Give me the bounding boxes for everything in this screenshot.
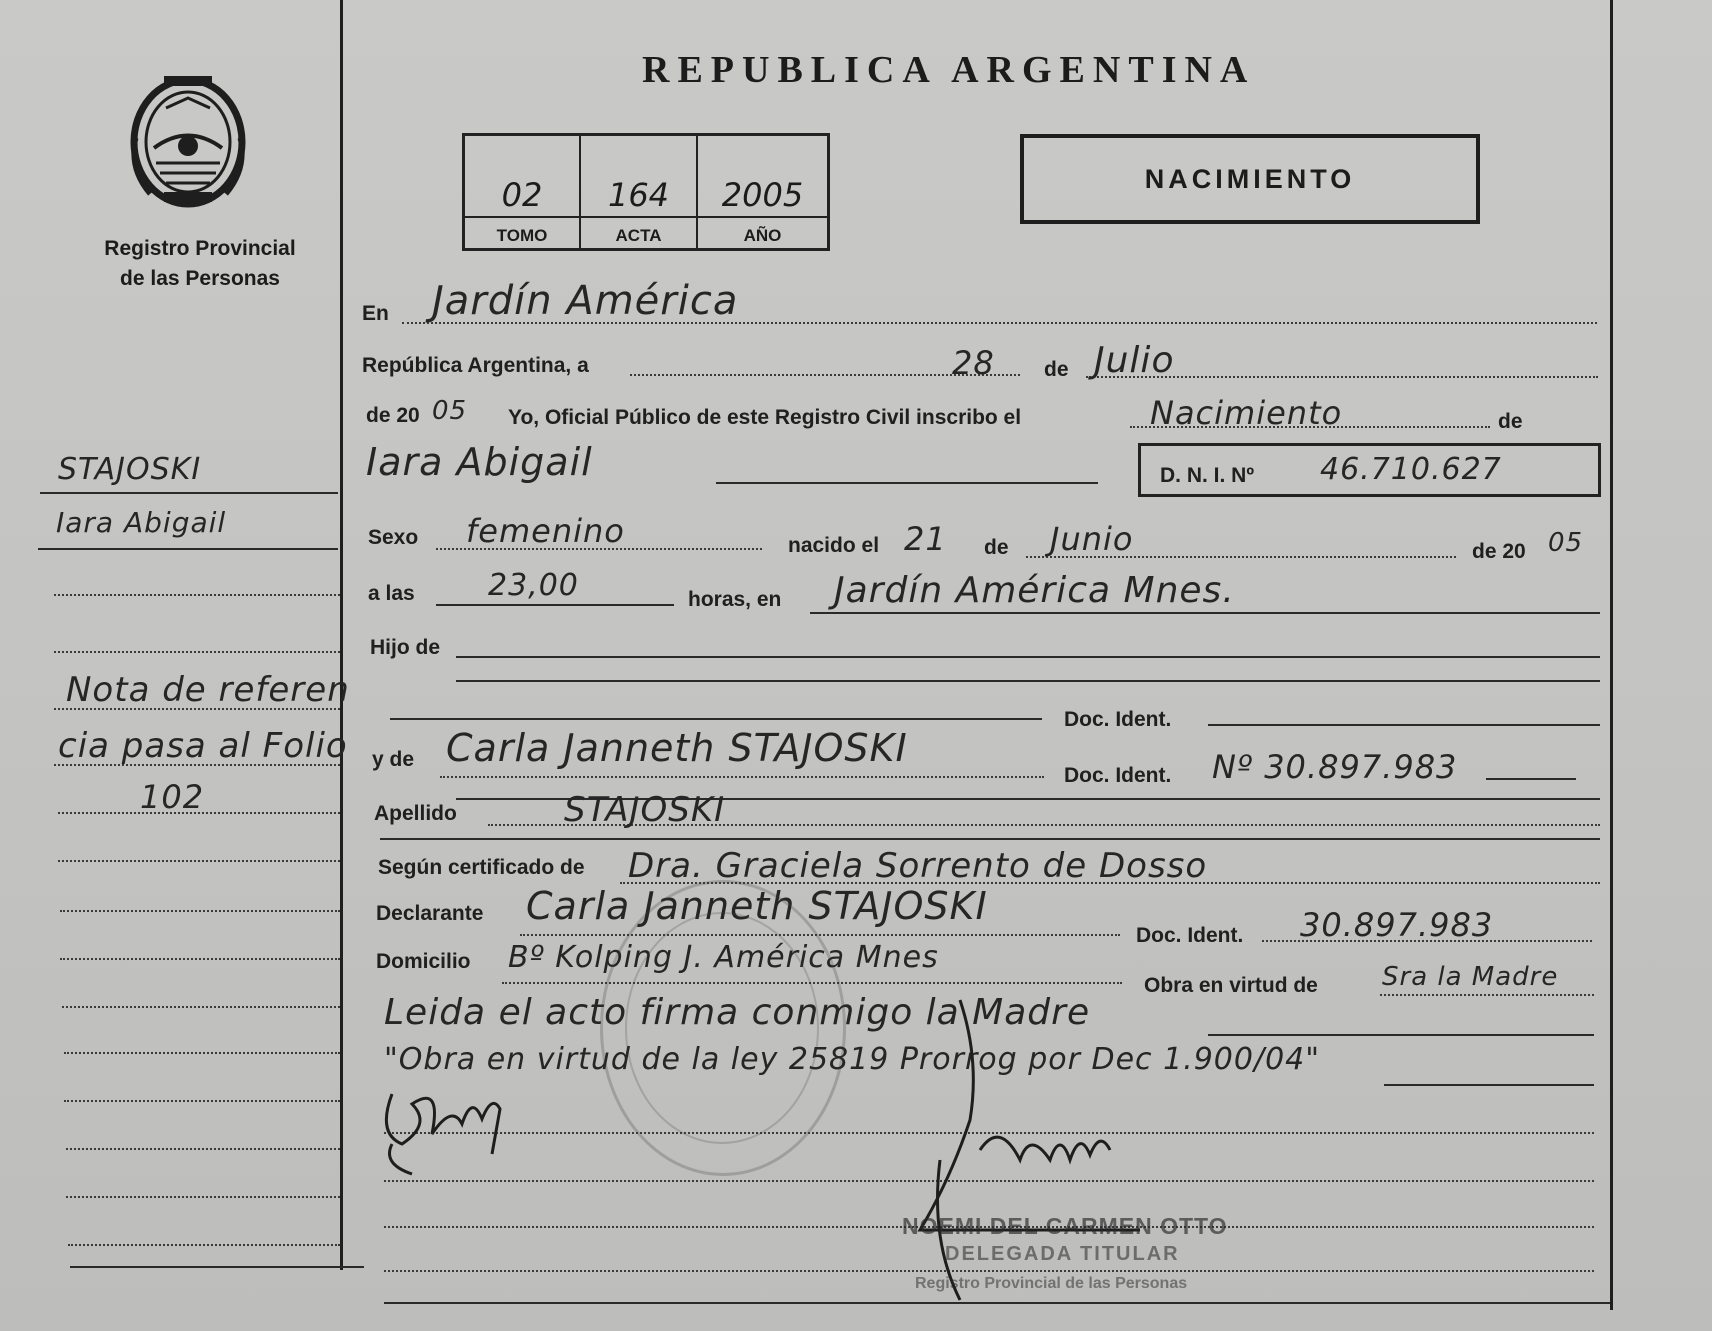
tomo-label: TOMO (496, 226, 548, 245)
field-declarante: Carla Janneth STAJOSKI (526, 884, 988, 928)
label-apellido: Apellido (374, 802, 457, 825)
line-declarante-doc (1262, 940, 1592, 942)
margin-given-names: Iara Abigail (56, 506, 227, 539)
field-declarante-doc: 30.897.983 (1300, 906, 1494, 944)
label-domicilio: Domicilio (376, 950, 471, 973)
field-madre-doc: Nº 30.897.983 (1212, 748, 1458, 786)
label-dni: D. N. I. Nº (1160, 464, 1255, 487)
registry-table (462, 133, 830, 251)
margin-line (64, 1052, 340, 1054)
label-segun: Según certificado de (378, 856, 585, 879)
margin-line (54, 764, 340, 766)
label-obra: Obra en virtud de (1144, 974, 1318, 997)
field-dia: 28 (952, 344, 995, 382)
line-obs-2 (1384, 1084, 1594, 1086)
margin-line (58, 860, 340, 862)
line-nombre (716, 482, 1098, 484)
line-madre-doc-end (1486, 778, 1576, 780)
margin-note-line1: Nota de referen (66, 670, 350, 710)
field-hora: 23,00 (488, 568, 579, 603)
margin-line (60, 910, 340, 912)
margin-line (54, 651, 340, 653)
margin-note-line2: cia pasa al Folio (58, 726, 348, 766)
field-certificado: Dra. Graciela Sorrento de Dosso (628, 846, 1208, 886)
label-en: En (362, 302, 389, 325)
margin-bottom-line (70, 1266, 364, 1268)
official-stamp-inner (625, 912, 819, 1144)
label-doc-ident-declarante: Doc. Ident. (1136, 924, 1244, 947)
acta-value: 164 (581, 176, 696, 218)
tomo-cell (465, 136, 581, 248)
label-de-2: de (1498, 410, 1523, 433)
margin-surname: STAJOSKI (58, 452, 202, 487)
line-obs-1 (1208, 1034, 1594, 1036)
ano-value: 2005 (698, 176, 827, 218)
declarant-signature (372, 1064, 522, 1184)
official-role: DELEGADA TITULAR (945, 1243, 1180, 1265)
left-column-border (340, 0, 343, 1270)
provincial-seal-icon (126, 68, 250, 210)
margin-line (62, 1006, 340, 1008)
line-hijo-b (456, 680, 1600, 682)
registry-name (80, 234, 320, 294)
line-lugar-nac (810, 612, 1600, 614)
label-sexo: Sexo (368, 526, 419, 549)
label-a-las: a las (368, 582, 415, 605)
label-hijo: Hijo de (370, 636, 441, 659)
ano-cell (698, 136, 827, 248)
field-nac-anio: 05 (1548, 528, 1584, 558)
field-dni: 46.710.627 (1320, 452, 1502, 487)
acta-cell (581, 136, 698, 248)
field-nombre: Iara Abigail (366, 440, 593, 484)
label-horas: horas, en (688, 588, 782, 611)
margin-line (64, 1100, 340, 1102)
field-acto: Nacimiento (1150, 394, 1343, 432)
margin-line (66, 1148, 340, 1150)
field-domicilio: Bº Kolping J. América Mnes (508, 940, 939, 975)
line-hijo-a (456, 656, 1600, 658)
field-obra: Sra la Madre (1382, 962, 1559, 992)
label-de20: de 20 (366, 404, 420, 427)
line-hora (436, 604, 674, 606)
margin-line (54, 594, 340, 596)
right-page-border (1610, 0, 1613, 1310)
line-declarante (520, 934, 1120, 936)
field-apellido: STAJOSKI (564, 790, 726, 830)
line-apellido-under (380, 838, 1600, 840)
margin-note-line3: 102 (140, 778, 205, 816)
line-padre-doc (1208, 724, 1600, 726)
margin-line (68, 1244, 340, 1246)
margin-line (38, 548, 338, 550)
label-declarante: Declarante (376, 902, 484, 925)
label-yo: Yo, Oficial Público de este Registro Civil inscribo el (508, 406, 1022, 429)
field-nac-mes: Junio (1050, 520, 1134, 558)
field-mes: Julio (1094, 340, 1175, 381)
label-republica: República Argentina, a (362, 354, 589, 377)
page-title: REPUBLICA ARGENTINA (642, 49, 1256, 91)
margin-line (66, 1196, 340, 1198)
official-name: NOEMI DEL CARMEN OTTO (902, 1213, 1228, 1239)
field-nac-dia: 21 (904, 520, 947, 558)
registry-name-line2: de las Personas (120, 267, 280, 290)
field-lugar: Jardín América (432, 278, 739, 324)
label-doc-ident-madre: Doc. Ident. (1064, 764, 1172, 787)
line-obra (1380, 994, 1594, 996)
line-madre (440, 776, 1044, 778)
margin-line (58, 812, 340, 814)
field-madre: Carla Janneth STAJOSKI (446, 726, 908, 770)
field-lugar-nac: Jardín América Mnes. (834, 570, 1235, 611)
document-type-box: NACIMIENTO (1020, 134, 1480, 224)
label-nacido: nacido el (788, 534, 880, 557)
label-de20b: de 20 (1472, 540, 1526, 563)
margin-line (54, 708, 340, 710)
label-y-de: y de (372, 748, 415, 771)
line-padre (390, 718, 1042, 720)
ano-label: AÑO (743, 226, 782, 245)
official-organization: Registro Provincial de las Personas (915, 1275, 1188, 1292)
margin-line (60, 958, 340, 960)
label-doc-ident-padre: Doc. Ident. (1064, 708, 1172, 731)
margin-line (40, 492, 338, 494)
field-anio: 05 (432, 396, 468, 426)
acta-label: ACTA (615, 226, 662, 245)
field-observacion-1: Leida el acto firma conmigo la Madre (384, 992, 1091, 1033)
tomo-value: 02 (465, 176, 579, 218)
label-de: de (1044, 358, 1069, 381)
field-observacion-2: "Obra en virtud de la ley 25819 Prorrog por Dec 1.900/04" (384, 1042, 1321, 1077)
label-de-3: de (984, 536, 1009, 559)
field-sexo: femenino (466, 512, 625, 550)
registry-name-line1: Registro Provincial (104, 237, 296, 260)
